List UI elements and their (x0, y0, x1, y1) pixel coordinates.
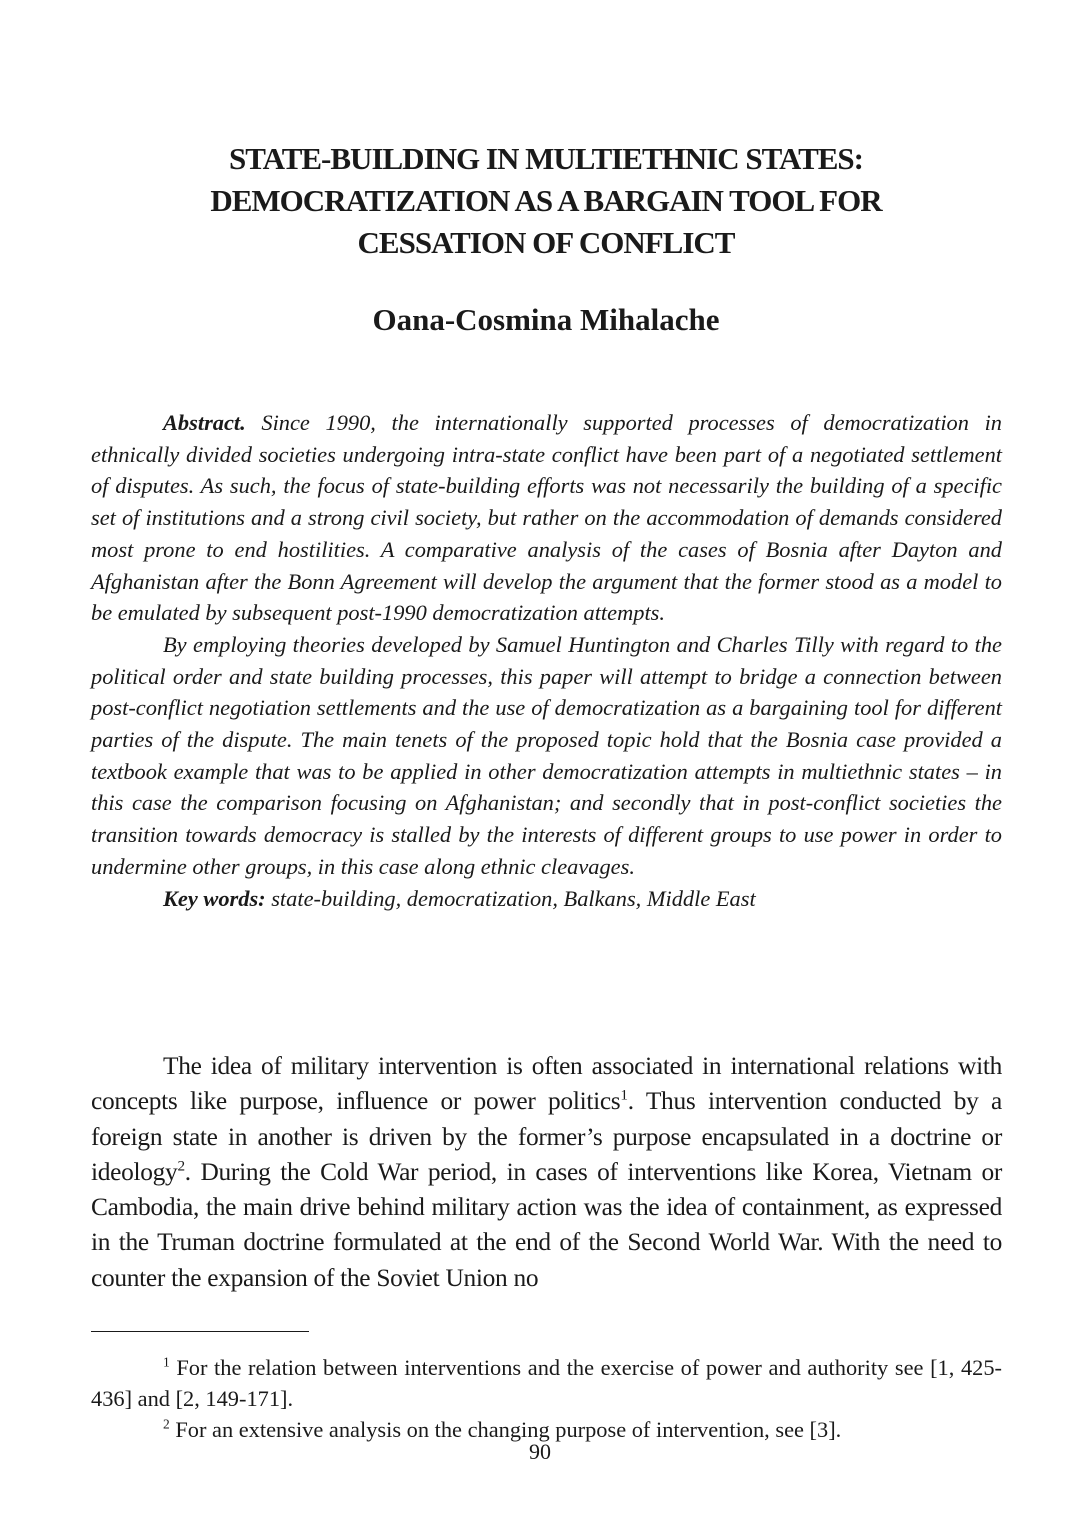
keywords-label: Key words: (163, 885, 266, 911)
abstract-label: Abstract. (163, 410, 246, 435)
body-segment-1: The idea of military intervention is often associated in international relations with concepts like purpose, influence or power politics (91, 1052, 1002, 1116)
author-name: Oana-Cosmina Mihalache (372, 302, 720, 337)
abstract-paragraph-1 (91, 407, 1002, 629)
article-title (90, 138, 1002, 264)
footnote-marker-2: 2 (163, 1416, 170, 1432)
footnote-marker-1: 1 (163, 1354, 170, 1370)
body-segment-2: . Thus intervention conducted by a foreign state in another is driven by the former’s purpose encapsulated in a doctrine or ideology (91, 1087, 1003, 1186)
abstract-paragraph-2: By employing theories developed by Samuel Huntington and Charles Tilly with regard to the political order and state building processes, this paper will attempt to bridge a connection between post-conflict negotiation settlements and the use of democratization as a bargaining tool for different parties of the dispute. The main tenets of the proposed topic hold that the Bosnia case provided a textbook example that was to be applied in other democratization attempts in multiethnic states – in this case the comparison focusing on Afghanistan; and secondly that in post-conflict societies the transition towards democracy is stalled by the interests of different groups to use power in order to undermine other groups, in this case along ethnic cleavages. (91, 631, 1002, 879)
footnotes-block (91, 1352, 1002, 1445)
footnote-text-2: For an extensive analysis on the changing purpose of intervention, see [3]. (169, 1417, 842, 1442)
footnote-ref-2[interactable]: 2 (177, 1157, 185, 1175)
title-line-2: DEMOCRATIZATION AS A BARGAIN TOOL FOR (210, 183, 882, 218)
page-number: 90 (529, 1439, 551, 1464)
footnote-divider (91, 1331, 309, 1332)
body-segment-3: . During the Cold War period, in cases of interventions like Korea, Vietnam or Cambodia, the main drive behind military action was the idea of containment, as expressed in the Truman doctrine formulated at the end of the Second World War. With the need to counter the expansion of the Soviet Union no (91, 1157, 1002, 1292)
title-line-3: CESSATION OF CONFLICT (357, 225, 735, 260)
keywords-line (91, 883, 1002, 915)
body-text (91, 1049, 1002, 1296)
abstract-block (91, 407, 1002, 914)
footnote-ref-1[interactable]: 1 (620, 1086, 628, 1104)
footnote-text-1: For the relation between interventions and the exercise of power and authority see [1, 425-436] and [2, 149-171]. (91, 1355, 1002, 1411)
footnote-1 (91, 1352, 1002, 1414)
keywords-text: state-building, democratization, Balkans, Middle East (265, 885, 756, 911)
body-paragraph (91, 1049, 1002, 1296)
abstract-text-1: Since 1990, the internationally supported processes of democratization in ethnically divided societies undergoing intra-state conflict have been part of a negotiated settlement of disputes. As such, the focus of state-building efforts was not necessarily the building of a specific set of institutions and a strong civil society, but rather on the accommodation of demands considered most prone to end hostilities. A comparative analysis of the cases of Bosnia after Dayton and Afghanistan after the Bonn Agreement will develop the argument that the former stood as a model to be emulated by subsequent post-1990 democratization attempts. (91, 410, 1002, 626)
title-line-1: STATE-BUILDING IN MULTIETHNIC STATES: (229, 141, 863, 176)
